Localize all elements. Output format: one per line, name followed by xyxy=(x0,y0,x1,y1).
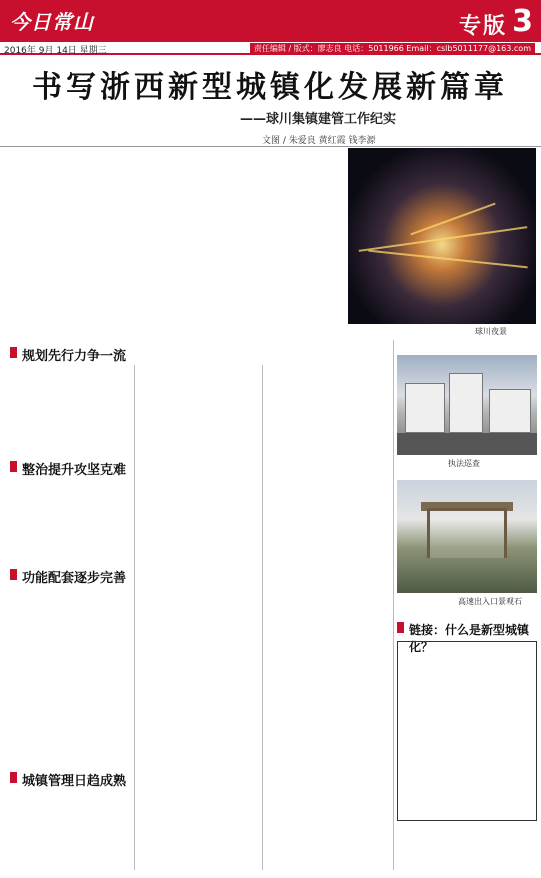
article-byline: 文图 / 朱爱良 黄红霞 钱李源 xyxy=(262,136,376,146)
intro-paragraph xyxy=(10,150,345,335)
article-column xyxy=(138,789,258,869)
column-rule xyxy=(134,365,135,870)
article-column xyxy=(138,365,258,445)
sidebar-title: 链接：什么是新型城镇化？ xyxy=(397,621,541,655)
page-number: 3 xyxy=(512,4,533,39)
section-header-planning: 规划先行力争一流 xyxy=(10,345,126,359)
section-header-management: 城镇管理日趋成熟 xyxy=(10,770,126,784)
column-rule xyxy=(262,365,263,870)
article-headline: 书写浙西新型城镇化发展新篇章 xyxy=(32,70,508,105)
info-bar xyxy=(0,42,541,55)
photo-caption-highway: 高速出入口景观石 xyxy=(458,597,522,606)
editor-credits: 责任编辑 / 版式：廖志良 电话：5011966 Email：cslb5011177@163.com xyxy=(250,43,535,54)
photo-caption-inspection: 执法巡查 xyxy=(448,459,480,468)
article-column xyxy=(266,587,391,762)
inspection-photo xyxy=(397,355,537,455)
article-column xyxy=(10,478,130,558)
article-column xyxy=(266,789,391,869)
article-column xyxy=(10,587,130,762)
sidebar-box xyxy=(397,641,537,821)
divider xyxy=(0,146,541,147)
section-title: 专版 xyxy=(458,14,507,39)
column-rule xyxy=(393,340,394,870)
article-column xyxy=(266,365,391,445)
section-header-renovation: 整治提升攻坚克难 xyxy=(10,459,126,473)
article-column xyxy=(138,587,258,762)
article-subtitle: ——球川集镇建管工作纪实 xyxy=(240,112,397,127)
section-header-facilities: 功能配套逐步完善 xyxy=(10,567,126,581)
article-column xyxy=(10,365,130,445)
newspaper-logo: 今日常山 xyxy=(10,10,94,34)
highway-exit-photo xyxy=(397,480,537,593)
photo-caption-night: 球川夜景 xyxy=(475,327,507,336)
masthead xyxy=(0,0,541,42)
issue-date: 2016年 9月 14日 星期三 xyxy=(4,46,107,56)
article-column xyxy=(10,789,130,869)
night-view-photo xyxy=(348,148,536,324)
article-column xyxy=(266,478,391,558)
article-column xyxy=(138,478,258,558)
